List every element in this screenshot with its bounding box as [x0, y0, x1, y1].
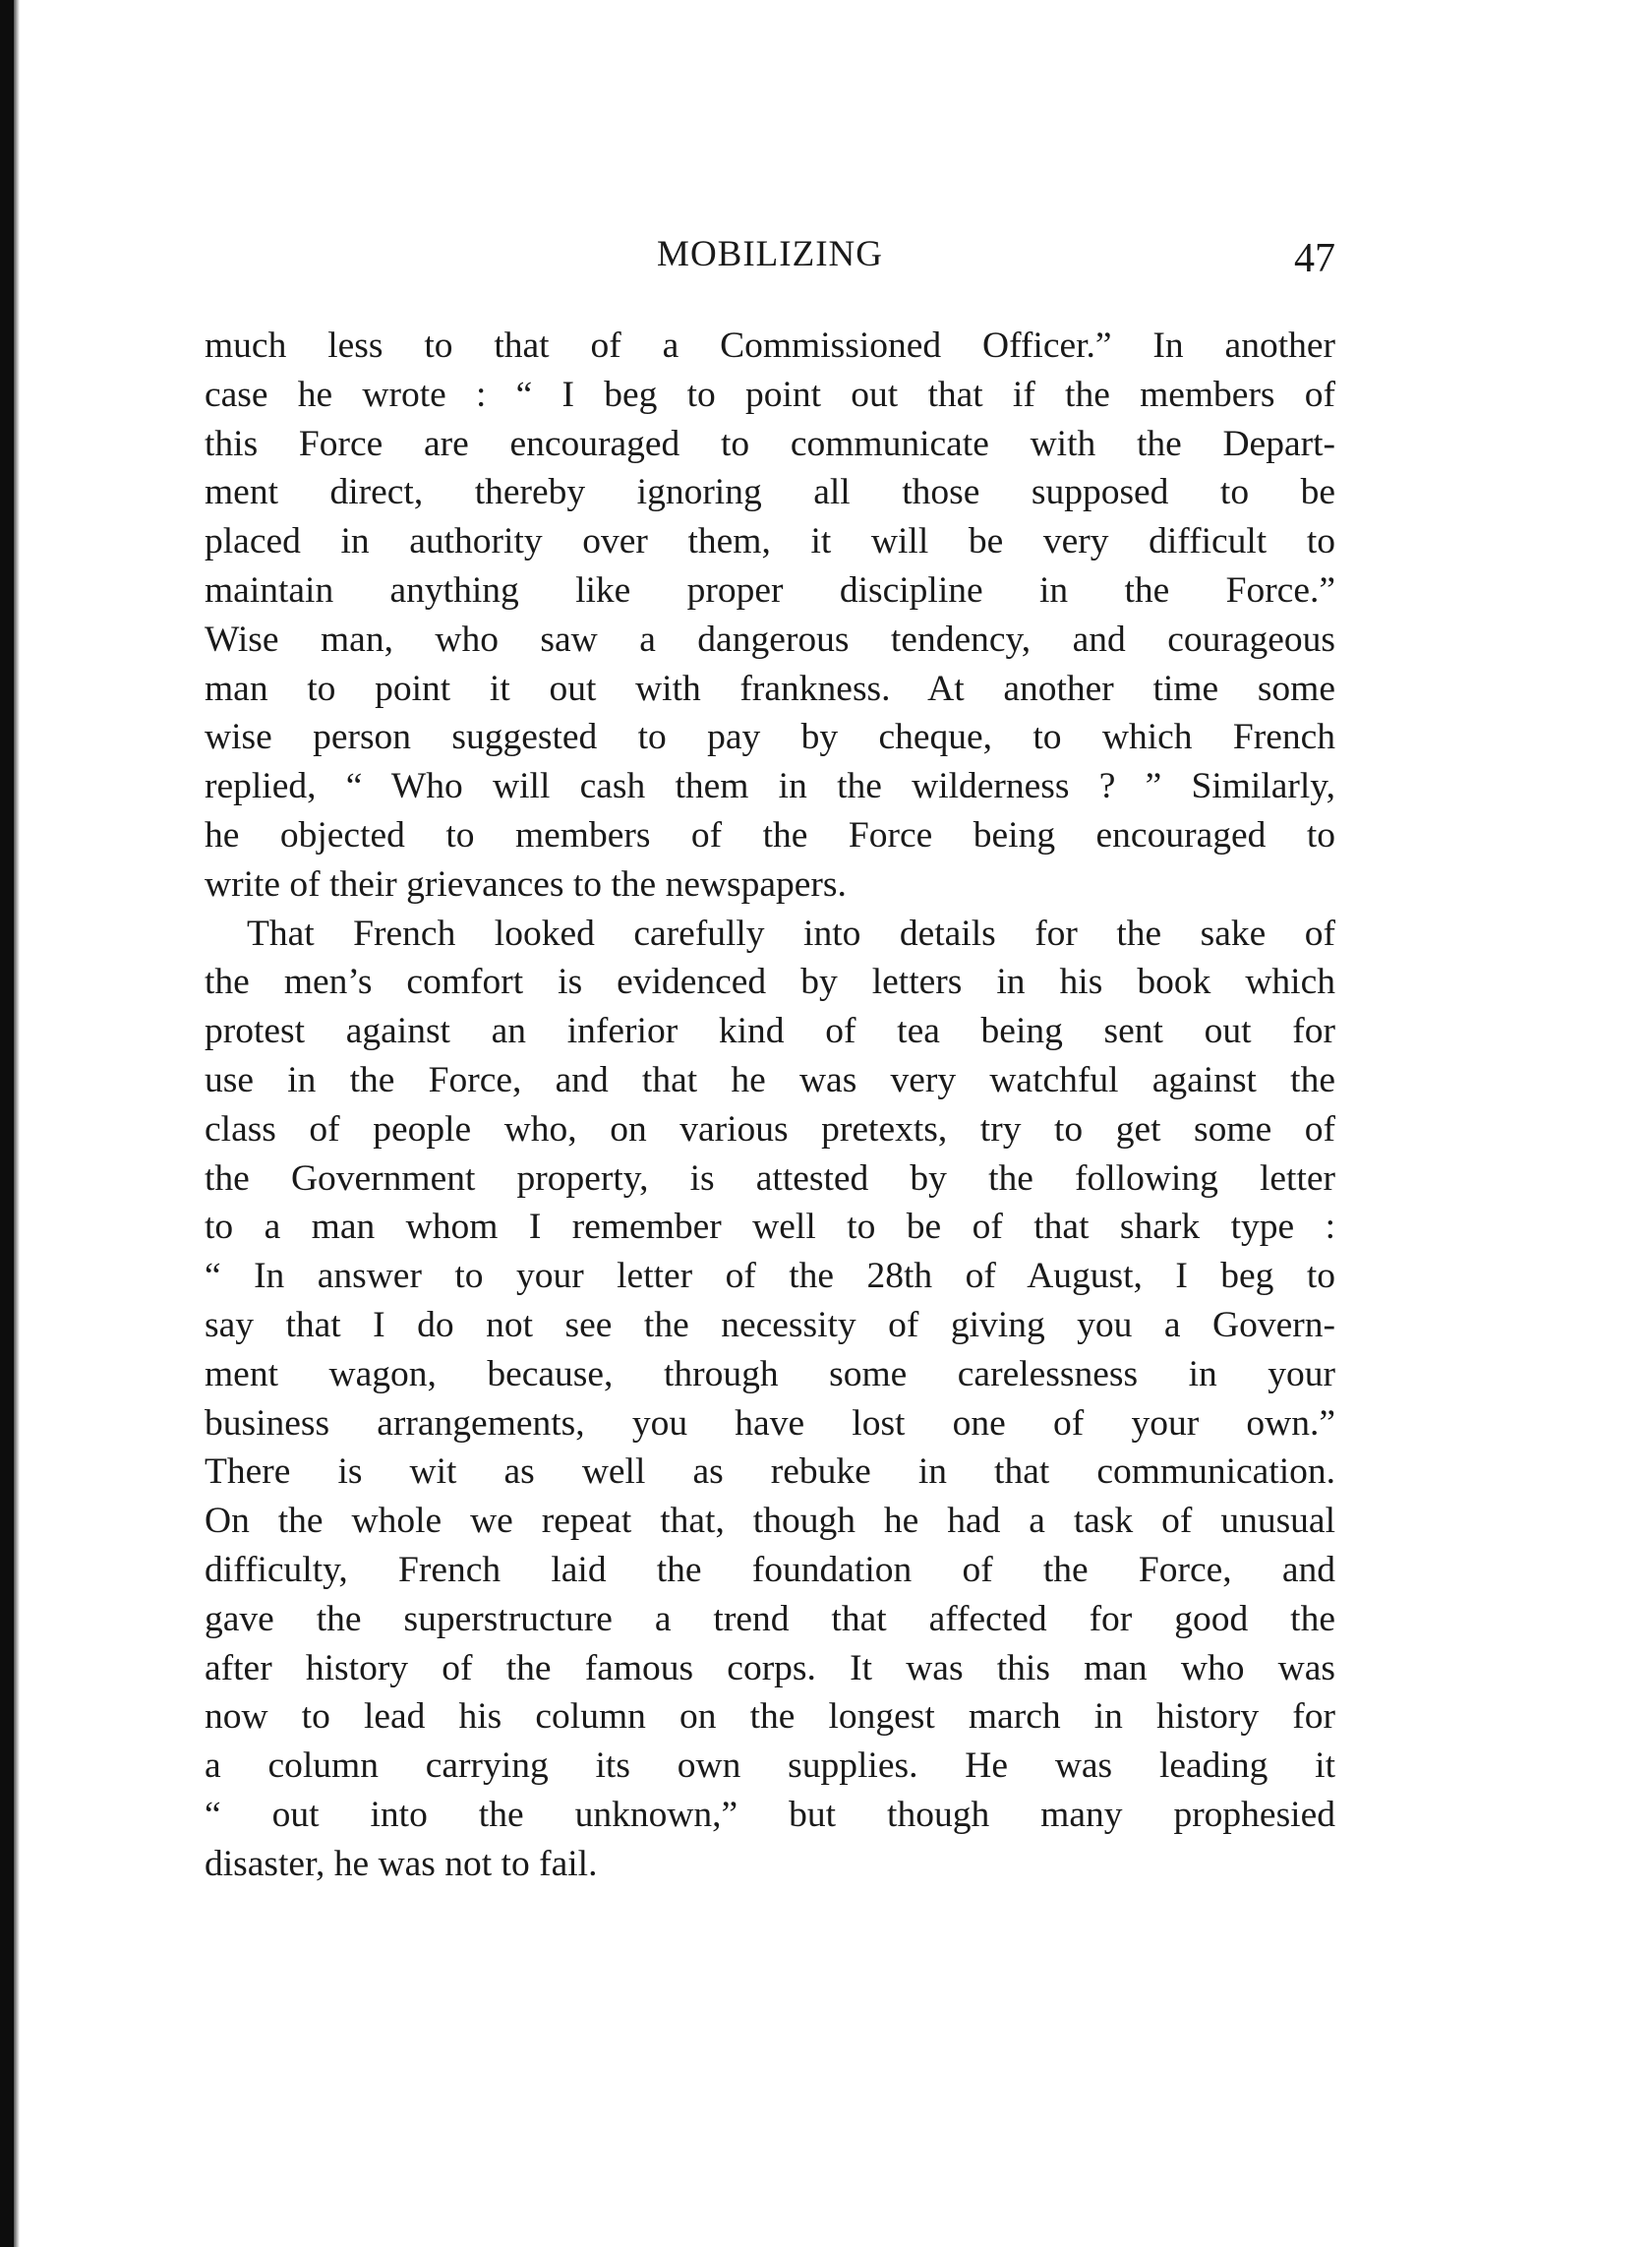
- page-number: 47: [1294, 236, 1335, 281]
- text-line: use in the Force, and that he was very watchful against the: [205, 1059, 1335, 1100]
- text-line: maintain anything like proper discipline in the Force.”: [205, 569, 1335, 611]
- running-head: [205, 233, 1335, 292]
- text-line: to a man whom I remember well to be of that shark type :: [205, 1207, 1335, 1248]
- text-line: On the whole we repeat that, though he had a task of unusual: [205, 1501, 1335, 1542]
- book-gutter-edge: [0, 0, 14, 2247]
- text-line: replied, “ Who will cash them in the wilderness ? ” Similarly,: [205, 766, 1335, 807]
- text-line: this Force are encouraged to communicate with the Depart-: [205, 423, 1335, 464]
- text-line: difficulty, French laid the foundation of the Force, and: [205, 1549, 1335, 1590]
- text-line: protest against an inferior kind of tea being sent out for: [205, 1011, 1335, 1052]
- text-line: say that I do not see the necessity of giving you a Govern-: [205, 1304, 1335, 1345]
- text-line: much less to that of a Commissioned Officer.” In another: [205, 325, 1335, 366]
- book-gutter-shadow: [14, 0, 20, 2247]
- text-line: wise person suggested to pay by cheque, to which French: [205, 717, 1335, 758]
- text-line: he objected to members of the Force being encouraged to: [205, 814, 1335, 856]
- text-line: class of people who, on various pretexts, try to get some of: [205, 1108, 1335, 1150]
- text-line: Wise man, who saw a dangerous tendency, and courageous: [205, 619, 1335, 660]
- text-line: after history of the famous corps. It was this man who was: [205, 1647, 1335, 1688]
- text-line: the men’s comfort is evidenced by letters in his book which: [205, 962, 1335, 1003]
- paragraph-first-line: That French looked carefully into details for the sake of: [247, 913, 1335, 954]
- text-line: gave the superstructure a trend that affected for good the: [205, 1598, 1335, 1639]
- text-line: man to point it out with frankness. At another time some: [205, 668, 1335, 709]
- text-line: business arrangements, you have lost one of your own.”: [205, 1402, 1335, 1444]
- paragraph-last-line: disaster, he was not to fail.: [205, 1843, 598, 1884]
- running-title: MOBILIZING: [657, 234, 883, 274]
- text-line: case he wrote : “ I beg to point out that if the members of: [205, 374, 1335, 415]
- text-line: “ out into the unknown,” but though many prophesied: [205, 1794, 1335, 1835]
- text-line: ment direct, thereby ignoring all those supposed to be: [205, 472, 1335, 513]
- text-line: ment wagon, because, through some carelessness in your: [205, 1353, 1335, 1394]
- text-line: placed in authority over them, it will be very difficult to: [205, 521, 1335, 562]
- body-text: [205, 322, 1335, 1889]
- text-line: now to lead his column on the longest march in history for: [205, 1696, 1335, 1738]
- text-line: There is wit as well as rebuke in that communication.: [205, 1451, 1335, 1493]
- text-line: “ In answer to your letter of the 28th of August, I beg to: [205, 1256, 1335, 1297]
- text-line: a column carrying its own supplies. He was leading it: [205, 1745, 1335, 1787]
- paragraph-last-line: write of their grievances to the newspapers.: [205, 863, 847, 905]
- text-line: the Government property, is attested by the following letter: [205, 1157, 1335, 1199]
